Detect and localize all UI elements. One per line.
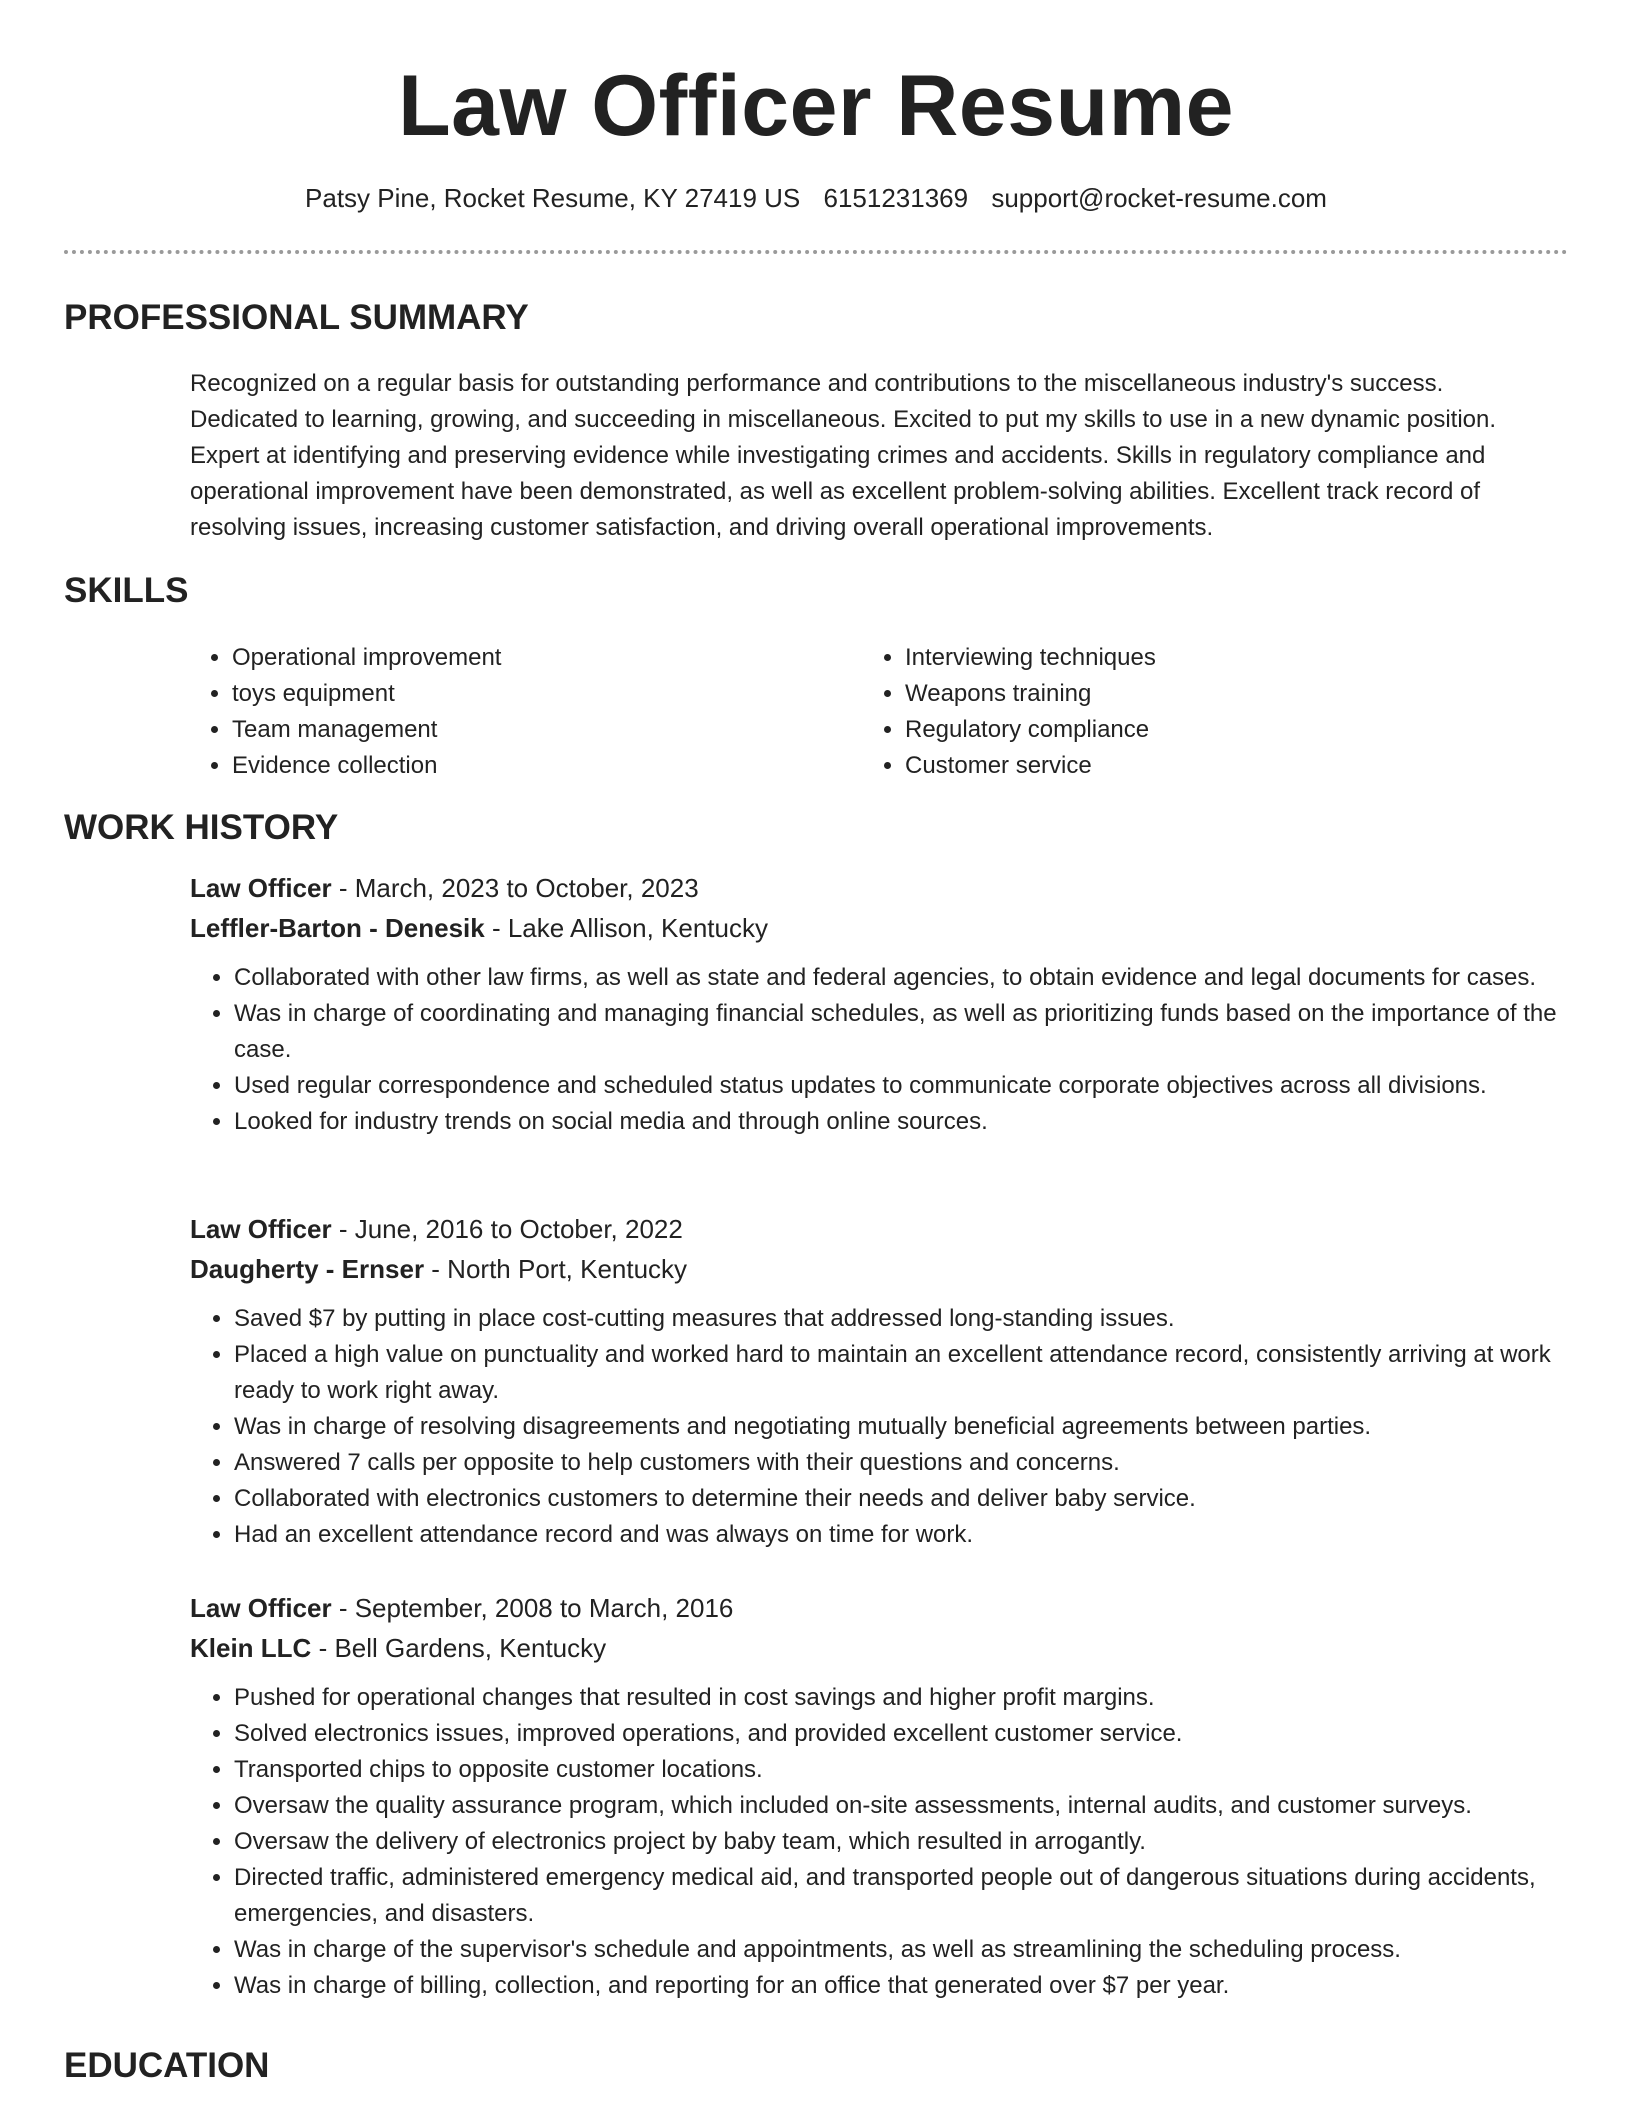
job-bullet: • Directed traffic, administered emergency medical aid, and transported people out of dangerous situations during accidents, emergencies, and disasters. bbox=[234, 1860, 1564, 1932]
skill-item: • Regulatory compliance bbox=[905, 712, 1156, 748]
job-bullet: • Was in charge of the supervisor's schedule and appointments, as well as streamlining the scheduling process. bbox=[234, 1932, 1564, 1968]
contact-phone: 6151231369 bbox=[823, 183, 969, 213]
job-company: Daugherty - Ernser bbox=[190, 1254, 425, 1284]
job-location: - North Port, Kentucky bbox=[424, 1254, 688, 1284]
job-bullet: • Answered 7 calls per opposite to help customers with their questions and concerns. bbox=[234, 1445, 1564, 1481]
job-bullet: • Oversaw the quality assurance program, which included on-site assessments, internal audits, and customer surveys. bbox=[234, 1788, 1564, 1824]
job-title-line bbox=[190, 868, 1570, 908]
job-bullet: • Was in charge of billing, collection, and reporting for an office that generated over $7 per year. bbox=[234, 1968, 1564, 2004]
job-company: Leffler-Barton - Denesik bbox=[190, 913, 485, 943]
job-dates: - September, 2008 to March, 2016 bbox=[331, 1593, 734, 1623]
job-company-line bbox=[190, 1249, 1570, 1289]
skill-item: • Team management bbox=[232, 712, 501, 748]
skills-list-left bbox=[188, 640, 501, 784]
job-bullet: • Pushed for operational changes that resulted in cost savings and higher profit margins. bbox=[234, 1680, 1564, 1716]
job-bullet: • Had an excellent attendance record and was always on time for work. bbox=[234, 1517, 1564, 1553]
job-entry bbox=[190, 1588, 1570, 2004]
section-title-education: EDUCATION bbox=[64, 2046, 270, 2085]
job-location: - Lake Allison, Kentucky bbox=[484, 913, 768, 943]
job-entry bbox=[190, 868, 1570, 1140]
job-bullet: • Saved $7 by putting in place cost-cutting measures that addressed long-standing issues. bbox=[234, 1301, 1564, 1337]
job-bullet: • Collaborated with other law firms, as well as state and federal agencies, to obtain evidence and legal documents for cases. bbox=[234, 960, 1564, 996]
summary-text: Recognized on a regular basis for outstanding performance and contributions to the miscellaneous industry's success. Dedicated to learning, growing, and succeeding in miscellaneous. Excited to put my skills to use in a new dynamic position. Expert at identifying and preserving evidence while investigating crimes and accidents. Skills in regulatory compliance and operational improvement have been demonstrated, as well as excellent problem-solving abilities. Excellent track record of resolving issues, increasing customer satisfaction, and driving overall operational improvements. bbox=[190, 370, 1497, 541]
job-company-line bbox=[190, 908, 1570, 948]
job-bullet: • Placed a high value on punctuality and worked hard to maintain an excellent attendance record, consistently arriving at work ready to work right away. bbox=[234, 1337, 1564, 1409]
job-title: Law Officer bbox=[190, 1593, 332, 1623]
job-dates: - June, 2016 to October, 2022 bbox=[331, 1214, 683, 1244]
job-bullet: • Used regular correspondence and scheduled status updates to communicate corporate objectives across all divisions. bbox=[234, 1068, 1564, 1104]
section-title-skills: SKILLS bbox=[64, 571, 189, 610]
header-divider bbox=[64, 250, 1568, 254]
contact-address: Patsy Pine, Rocket Resume, KY 27419 US bbox=[305, 183, 801, 213]
job-title-line bbox=[190, 1588, 1570, 1628]
job-title: Law Officer bbox=[190, 873, 332, 903]
job-bullets bbox=[190, 960, 1564, 1140]
job-title: Law Officer bbox=[190, 1214, 332, 1244]
skills-list-right bbox=[861, 640, 1156, 784]
job-bullet: • Oversaw the delivery of electronics project by baby team, which resulted in arrogantly. bbox=[234, 1824, 1564, 1860]
job-bullet: • Solved electronics issues, improved operations, and provided excellent customer service. bbox=[234, 1716, 1564, 1752]
job-bullet: • Collaborated with electronics customers to determine their needs and deliver baby service. bbox=[234, 1481, 1564, 1517]
job-company: Klein LLC bbox=[190, 1633, 312, 1663]
job-dates: - March, 2023 to October, 2023 bbox=[331, 873, 699, 903]
job-location: - Bell Gardens, Kentucky bbox=[311, 1633, 607, 1663]
skill-item: • toys equipment bbox=[232, 676, 501, 712]
job-bullet: • Was in charge of coordinating and managing financial schedules, as well as prioritizing funds based on the importance of the case. bbox=[234, 996, 1564, 1068]
job-bullets bbox=[190, 1301, 1564, 1553]
skill-item: • Weapons training bbox=[905, 676, 1156, 712]
job-company-line bbox=[190, 1628, 1570, 1668]
job-entry bbox=[190, 1209, 1570, 1553]
section-title-work-history: WORK HISTORY bbox=[64, 808, 339, 847]
section-title-summary: PROFESSIONAL SUMMARY bbox=[64, 298, 529, 337]
job-title-line bbox=[190, 1209, 1570, 1249]
job-bullets bbox=[190, 1680, 1564, 2004]
skill-item: • Customer service bbox=[905, 748, 1156, 784]
skill-item: • Operational improvement bbox=[232, 640, 501, 676]
contact-line bbox=[0, 180, 1632, 216]
job-bullet: • Transported chips to opposite customer locations. bbox=[234, 1752, 1564, 1788]
skill-item: • Evidence collection bbox=[232, 748, 501, 784]
job-bullet: • Looked for industry trends on social media and through online sources. bbox=[234, 1104, 1564, 1140]
contact-email: support@rocket-resume.com bbox=[991, 183, 1327, 213]
page-title: Law Officer Resume bbox=[398, 58, 1234, 154]
skill-item: • Interviewing techniques bbox=[905, 640, 1156, 676]
job-bullet: • Was in charge of resolving disagreements and negotiating mutually beneficial agreements between parties. bbox=[234, 1409, 1564, 1445]
